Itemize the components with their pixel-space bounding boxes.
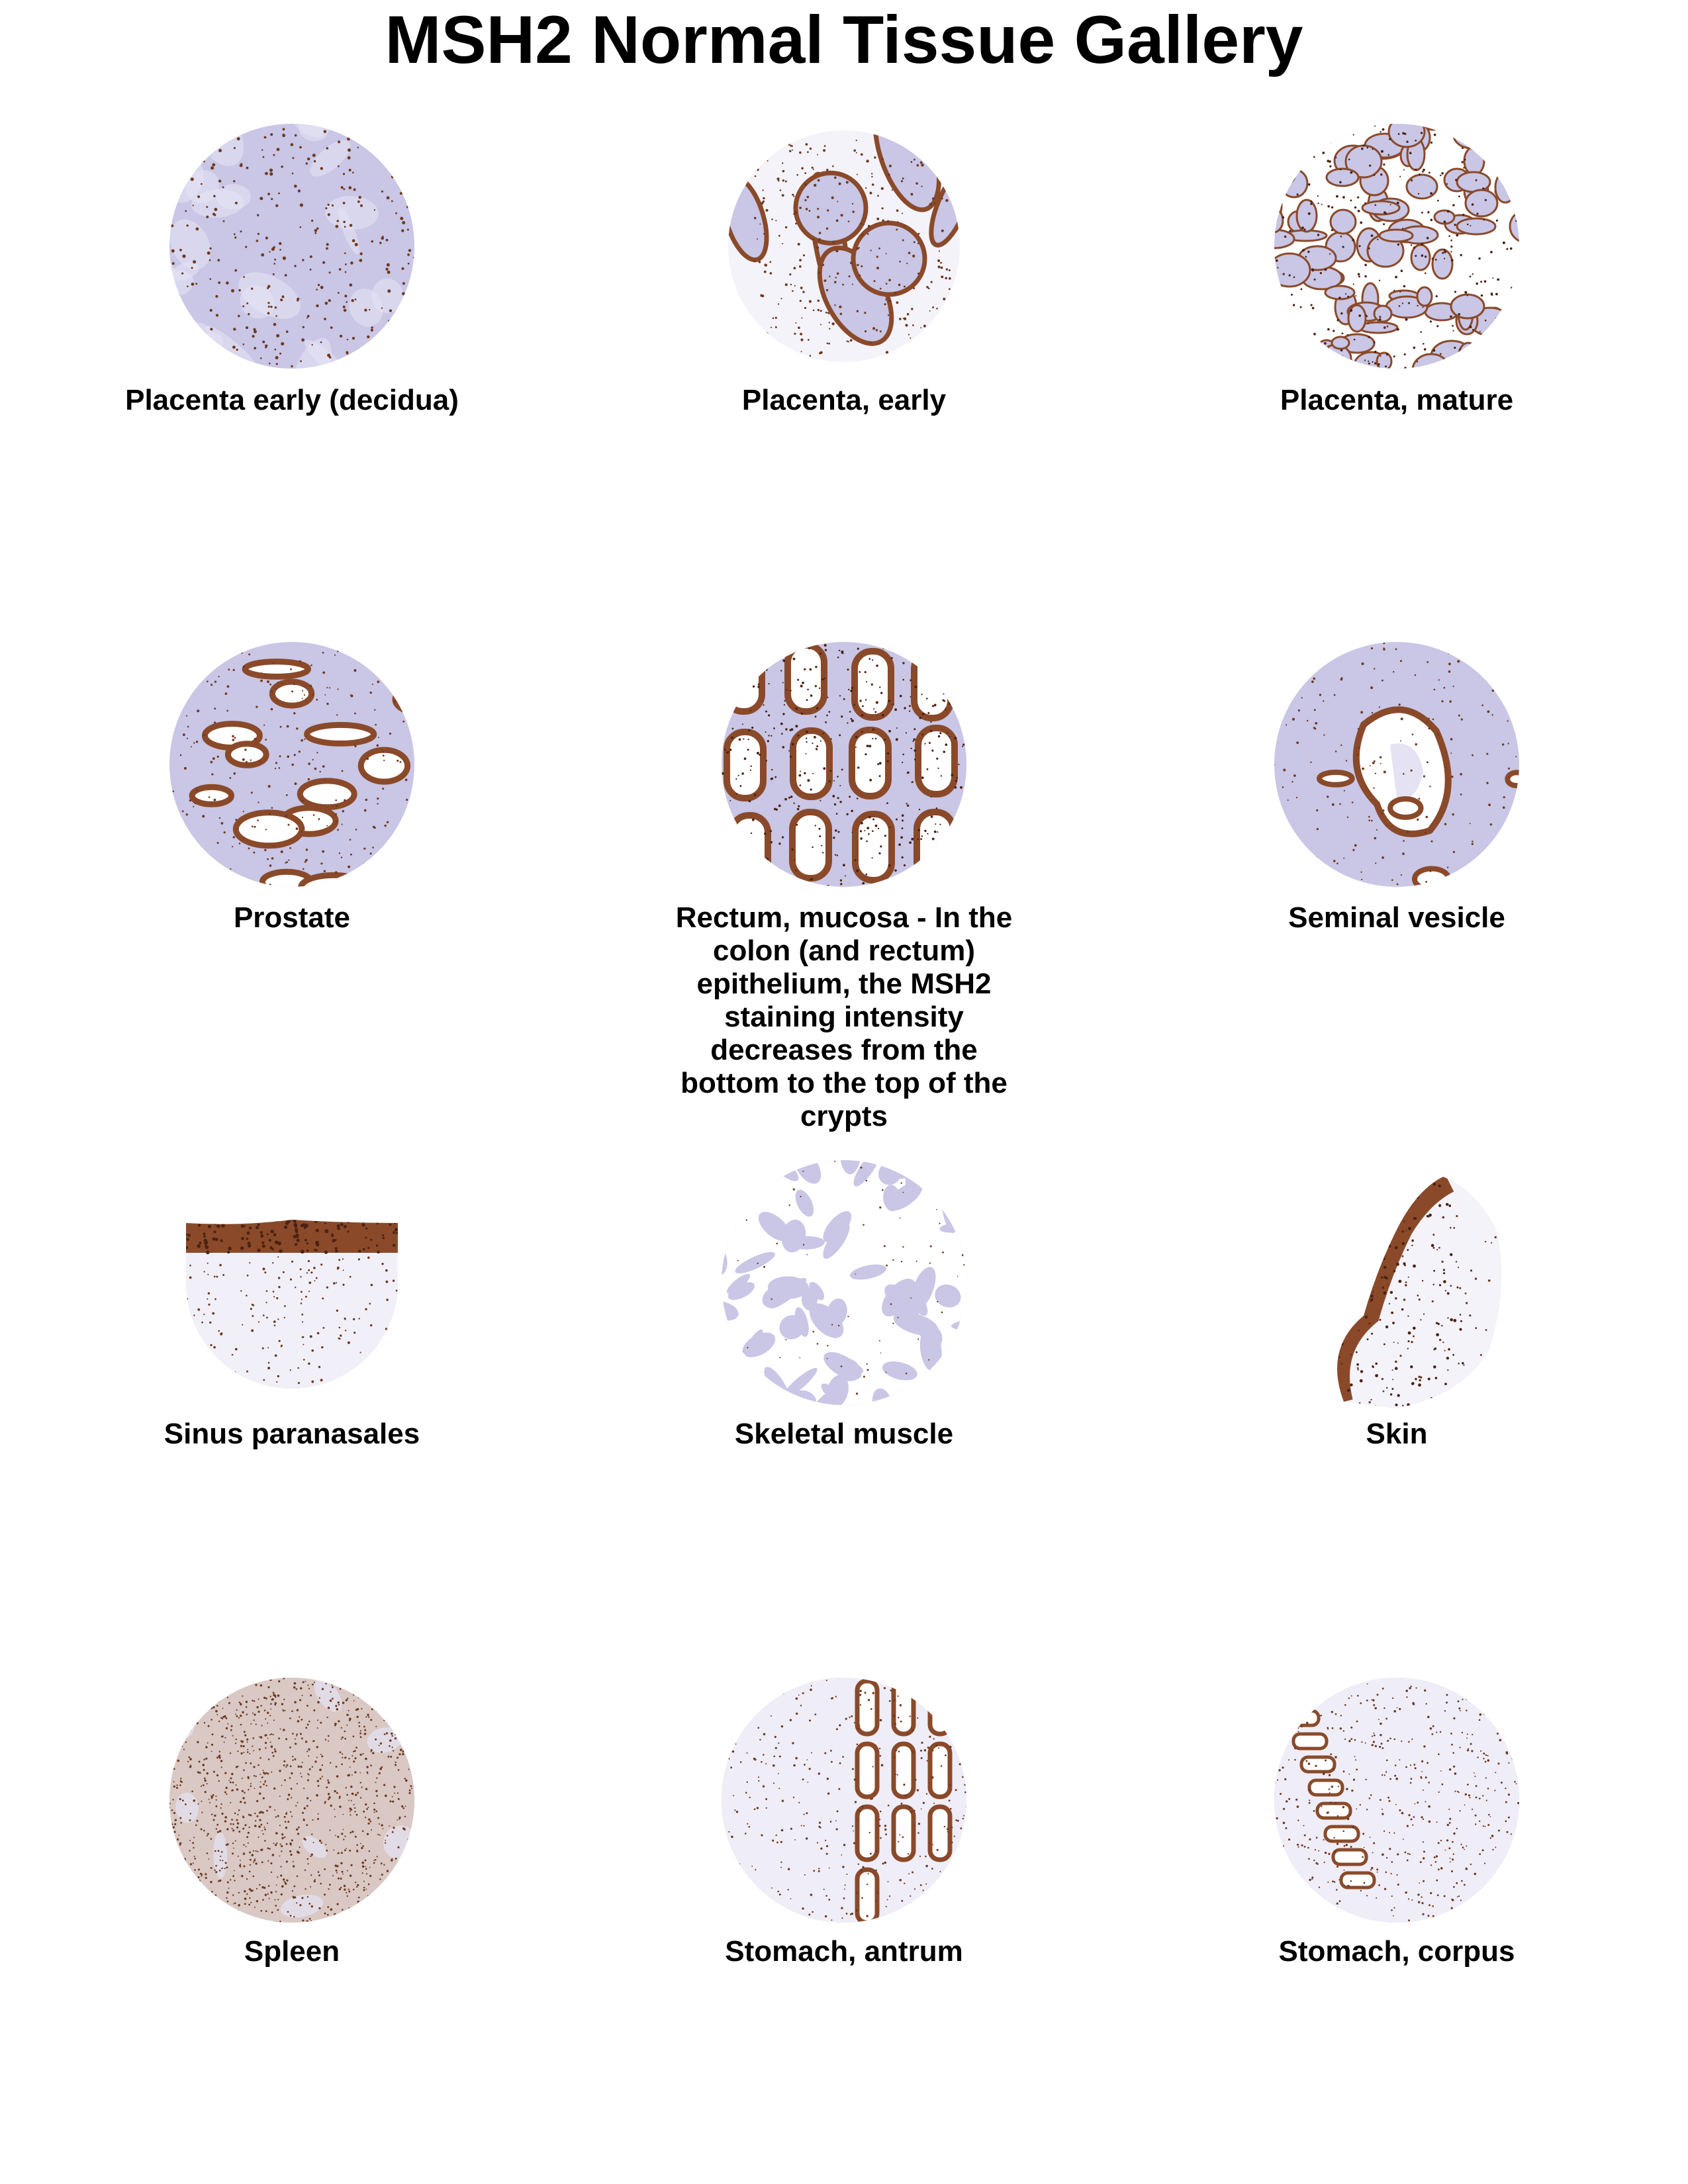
tissue-image-seminal-vesicle: [1264, 632, 1529, 897]
tissue-caption: Spleen: [244, 1935, 340, 1968]
tissue-caption: Placenta, mature: [1280, 384, 1514, 416]
tissue-core-1: [712, 114, 976, 379]
tissue-image-placenta-decidua: [160, 114, 424, 379]
tissue-core-2: [1264, 114, 1529, 379]
tissue-caption: Seminal vesicle: [1288, 901, 1505, 934]
tissue-image-skin: [1264, 1150, 1529, 1415]
tissue-image-prostate: [160, 632, 424, 897]
tissue-caption: Skin: [1366, 1418, 1428, 1450]
tissue-core-6: [160, 1150, 424, 1415]
tissue-image-stomach-corpus: [1264, 1668, 1529, 1933]
tissue-image-rectum-mucosa: [712, 632, 976, 897]
tissue-core-3: [160, 632, 424, 897]
tissue-core-10: [712, 1668, 976, 1933]
tissue-caption: Skeletal muscle: [734, 1418, 954, 1450]
tissue-image-stomach-antrum: [712, 1668, 976, 1933]
tissue-core-8: [1264, 1150, 1529, 1415]
tissue-core-4: [712, 632, 976, 897]
tissue-image-skeletal-muscle: [712, 1150, 976, 1415]
tissue-core-0: [160, 114, 424, 379]
tissue-image-placenta-mature: [1264, 114, 1529, 379]
tissue-caption: Sinus paranasales: [164, 1418, 420, 1450]
tissue-image-spleen: [160, 1668, 424, 1933]
tissue-image-sinus-paranasales: [160, 1150, 424, 1415]
tissue-caption: Stomach, corpus: [1278, 1935, 1515, 1968]
tissue-caption: Rectum, mucosa - In the colon (and rectum) epithelium, the MSH2 staining intensity decreases from the bottom to the top of the crypts: [675, 901, 1013, 1132]
tissue-image-placenta-early: [712, 114, 976, 379]
page-title: MSH2 Normal Tissue Gallery: [385, 2, 1303, 77]
tissue-caption: Prostate: [233, 901, 351, 934]
tissue-core-9: [160, 1668, 424, 1933]
tissue-caption: Placenta early (decidua): [125, 384, 459, 416]
tissue-caption: Placenta, early: [741, 384, 947, 416]
tissue-caption: Stomach, antrum: [725, 1935, 963, 1968]
tissue-core-11: [1264, 1668, 1529, 1933]
tissue-core-5: [1264, 632, 1529, 897]
tissue-core-7: [712, 1150, 976, 1415]
